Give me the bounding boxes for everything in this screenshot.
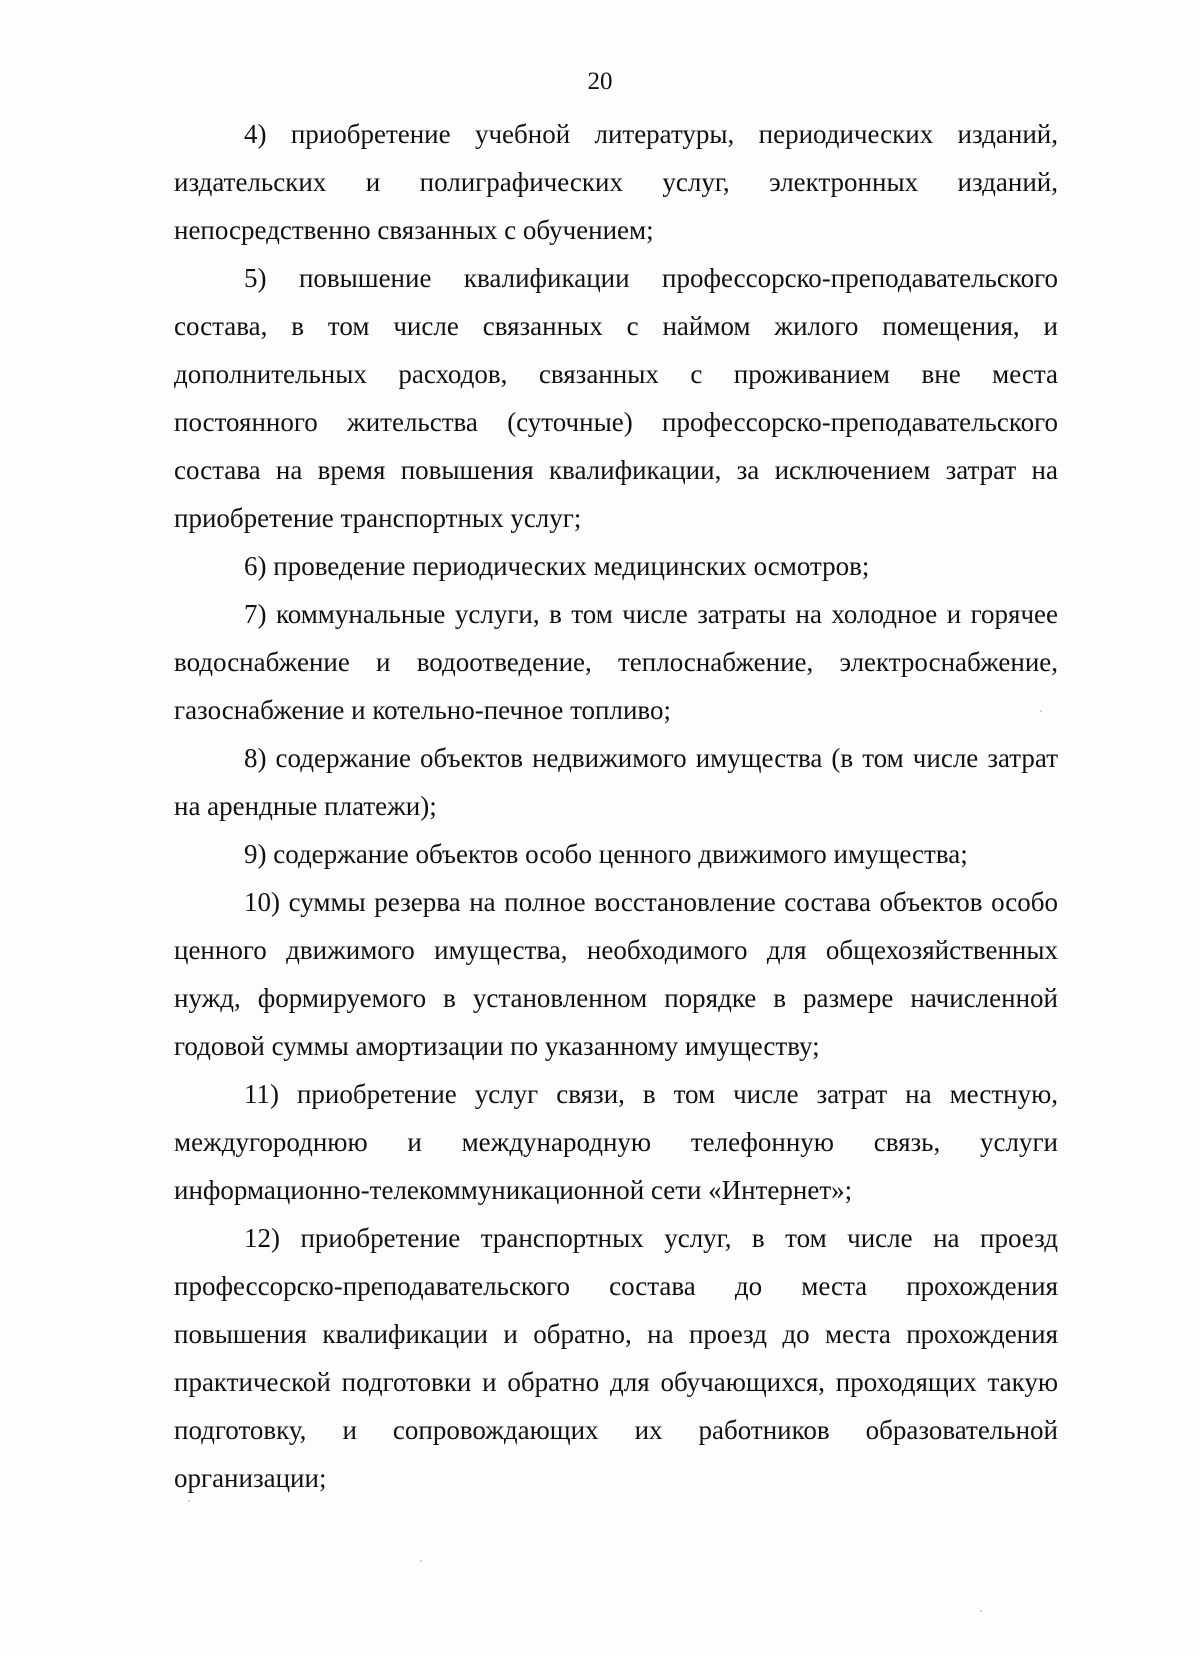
list-item-6: 6) проведение периодических медицинских осмотров;: [244, 551, 870, 581]
scan-speck: [1040, 710, 1042, 712]
page-number: 20: [587, 68, 613, 95]
list-item-9: 9) содержание объектов особо ценного движимого имущества;: [244, 839, 968, 869]
list-item-8: 8) содержание объектов недвижимого имущества (в том числе затрат на арендные платежи);: [174, 743, 1058, 821]
list-item-11: 11) приобретение услуг связи, в том числе затрат на местную, междугороднюю и международную телефонную связь, услуги информационно-телекоммуникационной сети «Интернет»;: [174, 1079, 1058, 1205]
document-body: [174, 110, 1058, 1502]
list-item-5: 5) повышение квалификации профессорско-преподавательского состава, в том числе связанных с наймом жилого помещения, и дополнительных расходов, связанных с проживанием вне места постоянного жительства (суточные) профессорско-преподавательского состава на время повышения квалификации, за исключением затрат на приобретение транспортных услуг;: [174, 263, 1058, 533]
list-item-4: 4) приобретение учебной литературы, периодических изданий, издательских и полиграфических услуг, электронных изданий, непосредственно связанных с обучением;: [174, 119, 1058, 245]
list-item-10: 10) суммы резерва на полное восстановление состава объектов особо ценного движимого имущества, необходимого для общехозяйственных нужд, формируемого в установленном порядке в размере начисленной годовой суммы амортизации по указанному имуществу;: [174, 887, 1058, 1061]
scan-speck: [188, 1500, 190, 1502]
scan-speck: [980, 1610, 982, 1612]
scan-speck: [420, 1560, 422, 1562]
list-item-7: 7) коммунальные услуги, в том числе затраты на холодное и горячее водоснабжение и водоотведение, теплоснабжение, электроснабжение, газоснабжение и котельно-печное топливо;: [174, 599, 1058, 725]
list-item-12: 12) приобретение транспортных услуг, в том числе на проезд профессорско-преподавательского состава до места прохождения повышения квалификации и обратно, на проезд до места прохождения практической подготовки и обратно для обучающихся, проходящих такую подготовку, и сопровождающих их работников образовательной организации;: [174, 1223, 1058, 1493]
